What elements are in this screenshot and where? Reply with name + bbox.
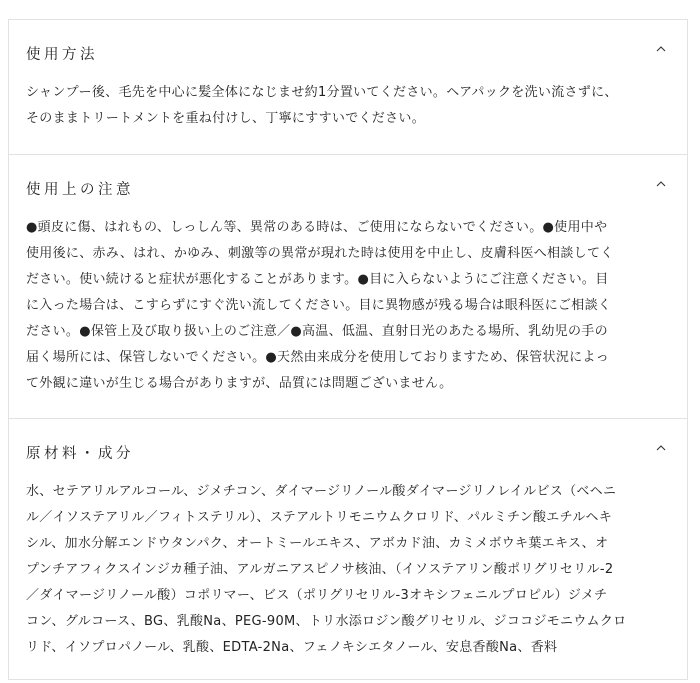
section-precautions-header[interactable] xyxy=(9,155,687,215)
chevron-up-icon[interactable] xyxy=(654,42,668,56)
section-precautions xyxy=(9,155,687,419)
text-line: 水、セテアリルアルコール、ジメチコン、ダイマージリノール酸ダイマージリノレイルビス（ベヘニ xyxy=(26,484,617,499)
text-line: ださい。●保管上及び取り扱い上のご注意／●高温、低温、直射日光のあたる場所、乳幼児の手の xyxy=(26,324,608,339)
text-line: ださい。使い続けると症状が悪化することがあります。●目に入らないようにご注意ください。目 xyxy=(26,272,609,287)
text-line: て外観に違いが生じる場合がありますが、品質には問題ございません。 xyxy=(26,376,453,391)
text-line: ●頭皮に傷、はれもの、しっしん等、異常のある時は、ご使用にならないでください。●使用中や xyxy=(26,220,608,235)
section-usage-header[interactable] xyxy=(9,20,687,80)
text-line: 届く場所には、保管しないでください。●天然由来成分を使用しておりますため、保管状況によっ xyxy=(26,350,610,365)
text-line: シル、加水分解エンドウタンパク、オートミールエキス、アボカド油、カミメボウキ葉エキス、オ xyxy=(26,536,609,551)
section-title: 使用上の注意 xyxy=(26,182,134,198)
chevron-up-icon[interactable] xyxy=(654,441,668,455)
chevron-up-icon[interactable] xyxy=(654,177,668,191)
section-usage-body xyxy=(26,80,666,132)
section-usage xyxy=(9,20,687,155)
text-line: に入った場合は、こすらずにすぐ洗い流してください。目に異物感が残る場合は眼科医にご相談く xyxy=(26,298,612,313)
section-precautions-body xyxy=(26,215,666,397)
section-ingredients xyxy=(9,419,687,679)
text-line: 使用後に、赤み、はれ、かゆみ、刺激等の異常が現れた時は使用を中止し、皮膚科医へ相談してく xyxy=(26,246,614,261)
product-info-accordion xyxy=(8,19,688,680)
text-line: ／ダイマージリノール酸）コポリマー、ビス（ポリグリセリル-3オキシフェニルプロピル）ジメチ xyxy=(26,588,608,603)
text-line: プンチアフィクスインジカ種子油、アルガニアスピノサ核油、（イソステアリン酸ポリグリセリル-2 xyxy=(26,562,614,577)
section-ingredients-body xyxy=(26,479,666,661)
section-ingredients-header[interactable] xyxy=(9,419,687,479)
text-line: リド、イソプロパノール、乳酸、EDTA-2Na、フェノキシエタノール、安息香酸Na、香料 xyxy=(26,640,558,655)
section-title: 原材料・成分 xyxy=(26,446,134,462)
text-line: ル／イソステアリル／フィトステリル）、ステアルトリモニウムクロリド、パルミチン酸エチルヘキ xyxy=(26,510,613,525)
text-line: そのままトリートメントを重ね付けし、丁寧にすすいでください。 xyxy=(26,111,426,126)
text-line: シャンプー後、毛先を中心に髪全体になじませ約1分置いてください。ヘアパックを洗い流さずに、 xyxy=(26,85,618,100)
section-title: 使用方法 xyxy=(26,47,98,63)
text-line: コン、グルコース、BG、乳酸Na、PEG-90M、トリ水添ロジン酸グリセリル、ジココジモニウムクロ xyxy=(26,614,627,629)
